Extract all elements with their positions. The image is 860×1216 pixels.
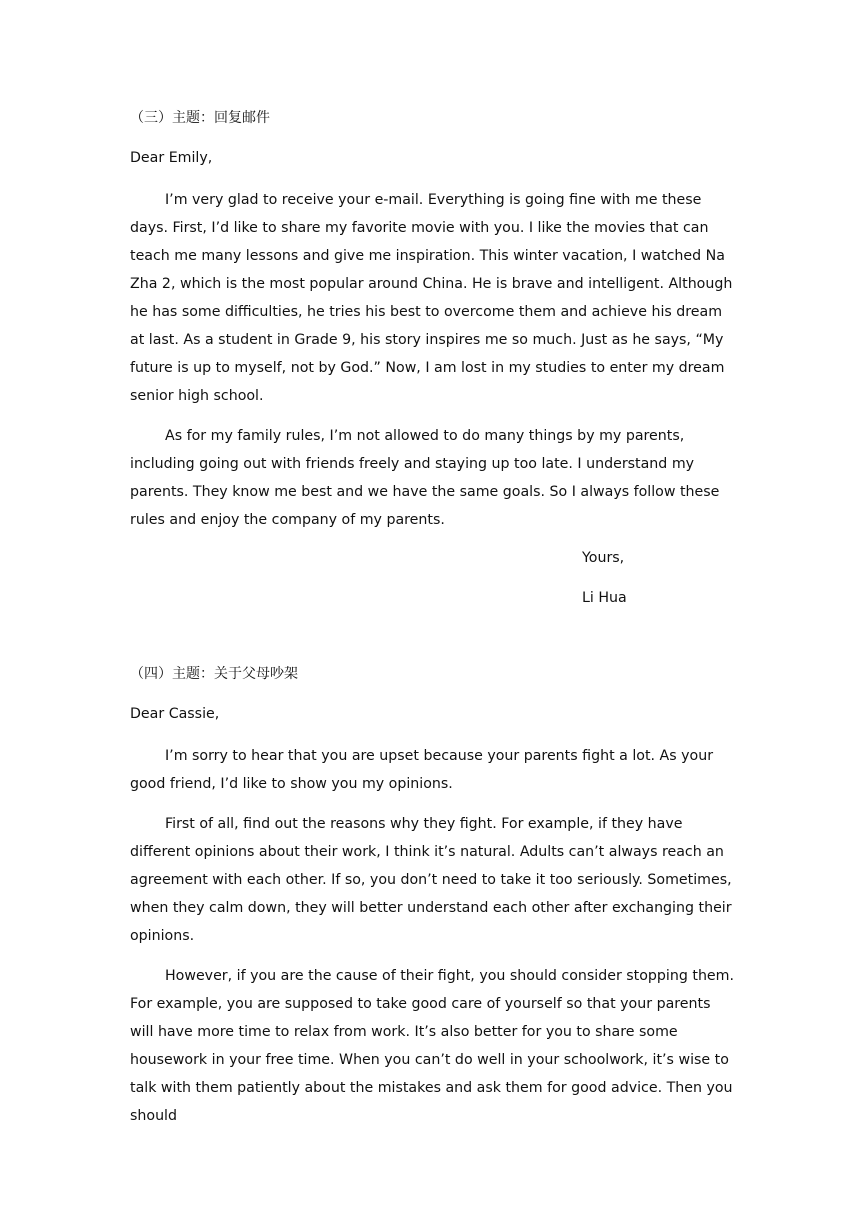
section-3-paragraph-1: I’m very glad to receive your e-mail. Everything is going fine with me these days. First, I’d like to share my favorite movie with you. I like the movies that can teach me many lessons and give me inspiration. This winter vacation, I watched Na Zha 2, which is the most popular around China. He is brave and intelligent. Although he has some difficulties, he tries his best to overcome them and achieve his dream at last. As a student in Grade 9, his story inspires me so much. Just as he says, “My future is up to myself, not by God.” Now, I am lost in my studies to enter my dream senior high school. xyxy=(130,192,733,404)
section-3-closing: Yours, xyxy=(582,550,625,566)
section-4-heading: （四）主题：关于父母吵架 xyxy=(130,666,298,682)
document-page xyxy=(130,106,736,1142)
section-4-paragraph-2: First of all, find out the reasons why they fight. For example, if they have different opinions about their work, I think it’s natural. Adults can’t always reach an agreement with each other. If so, you don’t need to take it too seriously. Sometimes, when they calm down, they will better understand each other after exchanging their opinions. xyxy=(130,816,732,944)
section-gap xyxy=(130,626,736,662)
section-4-paragraph-1: I’m sorry to hear that you are upset because your parents fight a lot. As your good friend, I’d like to show you my opinions. xyxy=(130,748,714,792)
section-4-paragraph-3: However, if you are the cause of their fight, you should consider stopping them. For example, you are supposed to take good care of yourself so that your parents will have more time to relax from work. It’s also better for you to share some housework in your free time. When you can’t do well in your schoolwork, it’s wise to talk with them patiently about the mistakes and ask them for good advice. Then you should xyxy=(130,968,734,1124)
section-3-paragraph-2: As for my family rules, I’m not allowed to do many things by my parents, including going out with friends freely and staying up too late. I understand my parents. They know me best and we have the same goals. So I always follow these rules and enjoy the company of my parents. xyxy=(130,428,720,528)
section-3-heading: （三）主题：回复邮件 xyxy=(130,110,270,126)
section-3-greeting: Dear Emily, xyxy=(130,150,213,166)
section-3-signature: Li Hua xyxy=(582,590,627,606)
section-4-greeting: Dear Cassie, xyxy=(130,706,220,722)
